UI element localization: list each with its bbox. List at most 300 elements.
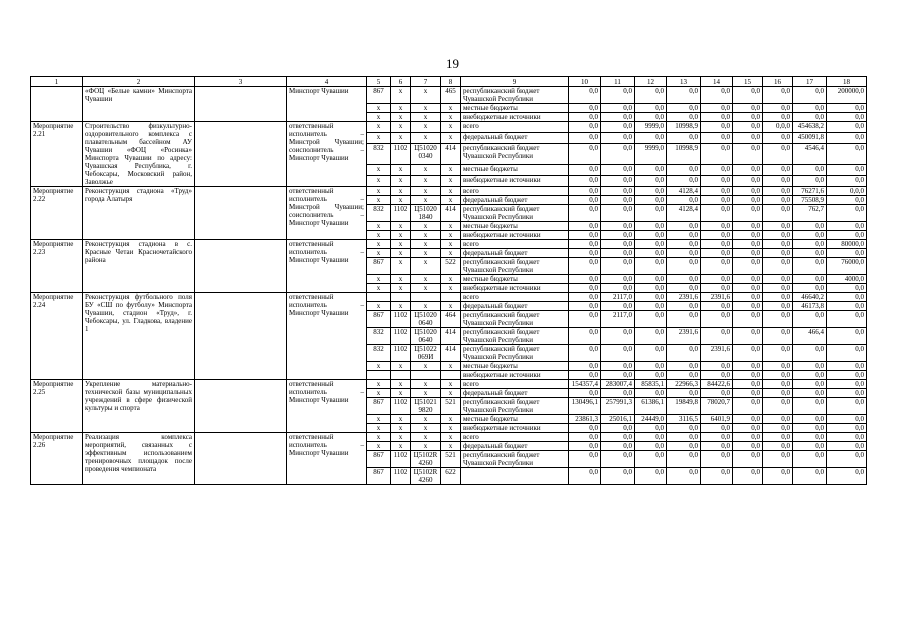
code-cell: x <box>367 133 391 144</box>
amount-cell: 0,0 <box>793 451 827 468</box>
measure-title-cell: Укрепление материально-технической базы муниципальных учреждений в сфере физической культуры и спорта <box>83 380 195 433</box>
code-cell: Ц51020 0640 <box>411 328 441 345</box>
amount-cell: 0,0 <box>733 196 763 205</box>
code-cell: x <box>391 87 411 104</box>
code-cell <box>367 293 391 302</box>
amount-cell: 0,0 <box>733 398 763 415</box>
amount-cell: 0,0 <box>635 362 667 371</box>
code-cell: x <box>411 389 441 398</box>
amount-cell: 0,0 <box>763 164 793 175</box>
amount-cell: 0,0 <box>793 345 827 362</box>
amount-cell: 283007,4 <box>601 380 635 389</box>
amount-cell: 0,0 <box>569 442 601 451</box>
code-cell: 465 <box>441 87 461 104</box>
amount-cell: 0,0 <box>701 175 733 186</box>
amount-cell: 0,0 <box>569 311 601 328</box>
amount-cell: 0,0 <box>763 113 793 122</box>
amount-cell: 0,0 <box>733 164 763 175</box>
code-cell: x <box>411 87 441 104</box>
funding-source-cell: республиканский бюджет Чувашской Республики <box>461 205 569 222</box>
amount-cell: 0,0 <box>827 451 867 468</box>
amount-cell: 0,0 <box>667 175 701 186</box>
amount-cell: 0,0 <box>763 196 793 205</box>
amount-cell: 2391,6 <box>667 293 701 302</box>
amount-cell: 9999,0 <box>635 122 667 133</box>
code-cell: x <box>441 122 461 133</box>
code-cell: x <box>367 415 391 424</box>
amount-cell: 0,0 <box>601 196 635 205</box>
amount-cell: 0,0 <box>763 87 793 104</box>
amount-cell: 0,0 <box>701 231 733 240</box>
amount-cell: 0,0 <box>763 398 793 415</box>
amount-cell: 0,0 <box>793 311 827 328</box>
amount-cell: 0,0 <box>569 104 601 113</box>
amount-cell: 0,0 <box>701 362 733 371</box>
amount-cell: 0,0 <box>827 311 867 328</box>
amount-cell: 0,0 <box>763 328 793 345</box>
measure-title-cell: Реконструкция футбольного поля БУ «СШ по футболу» Минспорта Чувашии, стадион «Труд», г. Чебоксары, ул. Гладкова, владение 1 <box>83 293 195 380</box>
amount-cell: 0,0 <box>827 231 867 240</box>
code-cell: x <box>411 380 441 389</box>
funding-source-cell: всего <box>461 122 569 133</box>
code-cell: x <box>391 258 411 275</box>
amount-cell: 0,0 <box>827 122 867 133</box>
funding-source-cell: республиканский бюджет Чувашской Республики <box>461 328 569 345</box>
amount-cell: 0,0 <box>667 164 701 175</box>
amount-cell: 0,0 <box>733 451 763 468</box>
code-cell: 867 <box>367 398 391 415</box>
amount-cell: 0,0 <box>569 175 601 186</box>
funding-source-cell: федеральный бюджет <box>461 196 569 205</box>
amount-cell: 0,0 <box>667 311 701 328</box>
amount-cell: 0,0 <box>601 164 635 175</box>
amount-cell: 0,0 <box>601 133 635 144</box>
funding-source-cell: всего <box>461 187 569 196</box>
amount-cell: 0,0 <box>667 451 701 468</box>
amount-cell: 0,0 <box>635 275 667 284</box>
amount-cell: 0,0 <box>701 389 733 398</box>
amount-cell: 0,0 <box>733 328 763 345</box>
amount-cell: 0,0 <box>763 175 793 186</box>
amount-cell: 0,0 <box>667 389 701 398</box>
amount-cell: 0,0 <box>569 87 601 104</box>
code-cell: Ц51020 0640 <box>411 311 441 328</box>
code-cell: x <box>441 415 461 424</box>
amount-cell: 0,0 <box>601 302 635 311</box>
amount-cell: 0,0 <box>701 205 733 222</box>
amount-cell: 0,0 <box>827 424 867 433</box>
amount-cell: 0,0 <box>601 258 635 275</box>
amount-cell: 0,0 <box>701 196 733 205</box>
amount-cell: 0,0 <box>701 240 733 249</box>
code-cell: x <box>411 113 441 122</box>
code-cell: x <box>441 275 461 284</box>
amount-cell: 0,0 <box>701 284 733 293</box>
funding-source-cell: республиканский бюджет Чувашской Республики <box>461 258 569 275</box>
code-cell: x <box>367 122 391 133</box>
amount-cell: 0,0 <box>667 302 701 311</box>
amount-cell: 0,0 <box>763 433 793 442</box>
code-cell: 867 <box>367 468 391 485</box>
amount-cell: 0,0 <box>763 293 793 302</box>
amount-cell: 0,0 <box>793 380 827 389</box>
column-number: 4 <box>287 77 367 87</box>
code-cell: 1102 <box>391 328 411 345</box>
amount-cell: 9999,0 <box>635 144 667 165</box>
goal-cell <box>195 380 287 433</box>
code-cell: x <box>367 187 391 196</box>
amount-cell: 0,0 <box>569 433 601 442</box>
column-number: 6 <box>391 77 411 87</box>
amount-cell: 0,0 <box>763 284 793 293</box>
amount-cell: 0,0 <box>569 275 601 284</box>
column-number: 16 <box>763 77 793 87</box>
code-cell: x <box>411 249 441 258</box>
amount-cell: 22966,3 <box>667 380 701 389</box>
amount-cell: 0,0 <box>733 133 763 144</box>
amount-cell: 0,0 <box>601 240 635 249</box>
executor-cell: ответственный исполнитель – Минстрой Чувашии; соисполнитель – Минспорт Чувашии <box>287 187 367 240</box>
code-cell: x <box>441 175 461 186</box>
amount-cell: 0,0 <box>701 104 733 113</box>
amount-cell: 0,0 <box>667 362 701 371</box>
amount-cell: 75508,9 <box>793 196 827 205</box>
amount-cell: 0,0 <box>569 371 601 380</box>
amount-cell: 0,0 <box>601 205 635 222</box>
amount-cell: 0,0 <box>601 249 635 258</box>
code-cell <box>411 293 441 302</box>
amount-cell: 0,0 <box>601 284 635 293</box>
funding-source-cell: местные бюджеты <box>461 275 569 284</box>
code-cell: x <box>441 302 461 311</box>
amount-cell: 0,0 <box>793 442 827 451</box>
code-cell <box>391 293 411 302</box>
amount-cell: 76271,6 <box>793 187 827 196</box>
amount-cell: 0,0 <box>601 345 635 362</box>
code-cell: x <box>391 424 411 433</box>
amount-cell: 0,0 <box>701 164 733 175</box>
code-cell: x <box>411 104 441 113</box>
amount-cell: 0,0 <box>635 311 667 328</box>
amount-cell: 0,0 <box>827 371 867 380</box>
code-cell: 867 <box>367 258 391 275</box>
amount-cell: 0,0 <box>763 451 793 468</box>
amount-cell: 0,0 <box>827 415 867 424</box>
code-cell: x <box>441 113 461 122</box>
amount-cell: 0,0 <box>701 371 733 380</box>
amount-cell: 0,0 <box>569 424 601 433</box>
amount-cell: 0,0 <box>667 468 701 485</box>
amount-cell: 0,0 <box>635 113 667 122</box>
amount-cell: 0,0 <box>569 293 601 302</box>
amount-cell: 0,0 <box>701 442 733 451</box>
amount-cell: 0,0 <box>601 222 635 231</box>
amount-cell: 0,0 <box>733 187 763 196</box>
measure-code-cell: Мероприятие 2.22 <box>31 187 83 240</box>
code-cell: x <box>367 175 391 186</box>
code-cell: x <box>391 187 411 196</box>
code-cell: x <box>367 196 391 205</box>
amount-cell: 0,0 <box>569 187 601 196</box>
amount-cell: 0,0 <box>827 293 867 302</box>
funding-source-cell: местные бюджеты <box>461 222 569 231</box>
code-cell: x <box>411 442 441 451</box>
funding-source-cell <box>461 468 569 485</box>
amount-cell: 0,0 <box>733 293 763 302</box>
amount-cell: 84422,6 <box>701 380 733 389</box>
amount-cell: 0,0 <box>635 258 667 275</box>
amount-cell: 0,0 <box>763 415 793 424</box>
code-cell: x <box>391 380 411 389</box>
amount-cell: 0,0 <box>635 222 667 231</box>
code-cell: x <box>411 133 441 144</box>
amount-cell: 0,0 <box>601 389 635 398</box>
code-cell: x <box>367 113 391 122</box>
executor-cell: ответственный исполнитель – Минспорт Чувашии <box>287 433 367 485</box>
amount-cell: 0,0 <box>667 231 701 240</box>
code-cell: x <box>391 433 411 442</box>
amount-cell: 0,0 <box>601 275 635 284</box>
amount-cell: 0,0 <box>569 113 601 122</box>
amount-cell: 0,0 <box>569 389 601 398</box>
column-number: 10 <box>569 77 601 87</box>
amount-cell: 0,0 <box>635 205 667 222</box>
amount-cell: 0,0 <box>827 113 867 122</box>
amount-cell: 0,0 <box>733 175 763 186</box>
code-cell: x <box>441 196 461 205</box>
code-cell: 832 <box>367 345 391 362</box>
code-cell: x <box>411 240 441 249</box>
amount-cell: 154357,4 <box>569 380 601 389</box>
code-cell: x <box>391 231 411 240</box>
amount-cell: 46173,8 <box>793 302 827 311</box>
code-cell <box>367 371 391 380</box>
code-cell: 1102 <box>391 398 411 415</box>
code-cell <box>441 293 461 302</box>
code-cell: x <box>411 284 441 293</box>
amount-cell: 0,0 <box>601 113 635 122</box>
amount-cell: 0,0 <box>701 122 733 133</box>
amount-cell: 2117,0 <box>601 311 635 328</box>
amount-cell: 2391,6 <box>667 328 701 345</box>
amount-cell: 0,0 <box>793 87 827 104</box>
code-cell: 867 <box>367 87 391 104</box>
code-cell: x <box>391 122 411 133</box>
amount-cell: 0,0 <box>733 389 763 398</box>
executor-cell: ответственный исполнитель – Минспорт Чувашии <box>287 240 367 293</box>
code-cell <box>441 371 461 380</box>
amount-cell: 0,0 <box>667 258 701 275</box>
code-cell: x <box>441 231 461 240</box>
amount-cell: 0,0 <box>635 451 667 468</box>
code-cell: Ц51022 069И <box>411 345 441 362</box>
amount-cell: 0,0 <box>763 442 793 451</box>
code-cell: x <box>441 133 461 144</box>
code-cell: 414 <box>441 328 461 345</box>
amount-cell: 0,0 <box>569 133 601 144</box>
amount-cell: 0,0 <box>763 311 793 328</box>
measure-code-cell: Мероприятие 2.25 <box>31 380 83 433</box>
code-cell: Ц5102R 4260 <box>411 468 441 485</box>
amount-cell: 0,0 <box>635 389 667 398</box>
funding-source-cell: республиканский бюджет Чувашской Республики <box>461 144 569 165</box>
amount-cell: 6401,9 <box>701 415 733 424</box>
page-number: 19 <box>446 56 459 71</box>
amount-cell: 0,0 <box>827 468 867 485</box>
amount-cell: 0,0 <box>601 433 635 442</box>
amount-cell: 0,0 <box>793 113 827 122</box>
code-cell <box>411 371 441 380</box>
amount-cell: 466,4 <box>793 328 827 345</box>
amount-cell: 0,0 <box>763 389 793 398</box>
code-cell: 1102 <box>391 144 411 165</box>
amount-cell: 0,0 <box>635 284 667 293</box>
amount-cell: 85835,1 <box>635 380 667 389</box>
amount-cell: 25016,1 <box>601 415 635 424</box>
amount-cell: 0,0 <box>635 196 667 205</box>
amount-cell: 0,0 <box>701 302 733 311</box>
amount-cell: 0,0 <box>601 87 635 104</box>
amount-cell: 0,0 <box>569 144 601 165</box>
amount-cell: 0,0 <box>601 371 635 380</box>
amount-cell: 257991,3 <box>601 398 635 415</box>
code-cell: x <box>411 424 441 433</box>
amount-cell: 0,0 <box>569 222 601 231</box>
code-cell: x <box>441 284 461 293</box>
code-cell: x <box>441 222 461 231</box>
amount-cell: 0,0 <box>569 328 601 345</box>
amount-cell: 0,0 <box>701 113 733 122</box>
funding-source-cell: республиканский бюджет Чувашской Республики <box>461 87 569 104</box>
code-cell: x <box>367 433 391 442</box>
amount-cell: 0,0 <box>733 122 763 133</box>
amount-cell: 0,0 <box>569 240 601 249</box>
amount-cell: 0,0 <box>793 240 827 249</box>
code-cell: Ц5102R 4260 <box>411 451 441 468</box>
code-cell: x <box>367 240 391 249</box>
amount-cell: 0,0 <box>793 104 827 113</box>
amount-cell: 0,0 <box>793 389 827 398</box>
code-cell: x <box>441 164 461 175</box>
amount-cell: 0,0 <box>701 451 733 468</box>
measure-code-cell: Мероприятие 2.26 <box>31 433 83 485</box>
amount-cell: 0,0 <box>635 302 667 311</box>
amount-cell: 0,0 <box>667 87 701 104</box>
amount-cell: 0,0 <box>793 433 827 442</box>
amount-cell: 0,0 <box>701 275 733 284</box>
amount-cell: 0,0 <box>635 371 667 380</box>
code-cell: x <box>411 415 441 424</box>
amount-cell: 0,0 <box>733 311 763 328</box>
amount-cell: 0,0 <box>763 275 793 284</box>
code-cell: x <box>391 240 411 249</box>
code-cell: x <box>411 231 441 240</box>
executor-cell: ответственный исполнитель – Минспорт Чувашии <box>287 293 367 380</box>
amount-cell: 2391,6 <box>701 345 733 362</box>
amount-cell: 0,0 <box>733 222 763 231</box>
goal-cell <box>195 87 287 122</box>
code-cell: 414 <box>441 205 461 222</box>
funding-source-cell: федеральный бюджет <box>461 133 569 144</box>
amount-cell: 0,0 <box>733 284 763 293</box>
amount-cell: 0,0 <box>601 175 635 186</box>
column-number: 17 <box>793 77 827 87</box>
amount-cell: 0,0 <box>827 144 867 165</box>
table-row <box>31 433 867 442</box>
amount-cell: 0,0 <box>569 302 601 311</box>
amount-cell: 0,0 <box>635 164 667 175</box>
amount-cell: 0,0 <box>763 380 793 389</box>
funding-source-cell: всего <box>461 293 569 302</box>
measure-title-cell: Реконструкция стадиона «Труд» города Алатыря <box>83 187 195 240</box>
amount-cell: 0,0 <box>827 222 867 231</box>
amount-cell: 0,0 <box>733 205 763 222</box>
amount-cell: 0,0 <box>733 104 763 113</box>
amount-cell: 0,0 <box>635 133 667 144</box>
amount-cell: 4000,0 <box>827 275 867 284</box>
amount-cell: 0,0 <box>601 104 635 113</box>
code-cell: x <box>391 164 411 175</box>
amount-cell: 0,0 <box>701 468 733 485</box>
amount-cell: 0,0 <box>601 328 635 345</box>
code-cell: x <box>441 362 461 371</box>
amount-cell: 0,0 <box>793 398 827 415</box>
code-cell: x <box>411 187 441 196</box>
amount-cell: 0,0 <box>667 240 701 249</box>
column-number: 3 <box>195 77 287 87</box>
amount-cell: 0,0 <box>793 258 827 275</box>
amount-cell: 0,0 <box>733 240 763 249</box>
amount-cell: 0,0 <box>763 258 793 275</box>
code-cell: x <box>441 249 461 258</box>
amount-cell: 0,0 <box>701 328 733 345</box>
code-cell: x <box>367 380 391 389</box>
code-cell: x <box>367 164 391 175</box>
funding-source-cell: республиканский бюджет Чувашской Республики <box>461 398 569 415</box>
table-row <box>31 240 867 249</box>
amount-cell: 0,0 <box>763 345 793 362</box>
amount-cell: 0,0 <box>635 442 667 451</box>
amount-cell: 76000,0 <box>827 258 867 275</box>
amount-cell: 0,0 <box>827 249 867 258</box>
funding-source-cell: республиканский бюджет Чувашской Республики <box>461 451 569 468</box>
code-cell: 521 <box>441 398 461 415</box>
amount-cell: 200000,0 <box>827 87 867 104</box>
amount-cell: 0,0 <box>733 371 763 380</box>
code-cell: x <box>367 222 391 231</box>
amount-cell: 0,0,0 <box>827 187 867 196</box>
goal-cell <box>195 187 287 240</box>
amount-cell: 130496,1 <box>569 398 601 415</box>
amount-cell: 0,0 <box>635 424 667 433</box>
measure-title-cell: «ФОЦ «Белые камни» Минспорта Чувашии <box>83 87 195 122</box>
amount-cell: 0,0 <box>827 389 867 398</box>
amount-cell: 0,0 <box>827 164 867 175</box>
amount-cell: 0,0 <box>569 451 601 468</box>
amount-cell: 0,0 <box>733 468 763 485</box>
code-cell: 867 <box>367 451 391 468</box>
amount-cell: 0,0,0 <box>763 122 793 133</box>
amount-cell: 0,0 <box>733 275 763 284</box>
amount-cell: 0,0 <box>733 302 763 311</box>
code-cell: x <box>391 175 411 186</box>
amount-cell: 0,0 <box>635 249 667 258</box>
amount-cell: 0,0 <box>827 284 867 293</box>
funding-source-cell: внебюджетные источники <box>461 284 569 293</box>
amount-cell: 0,0 <box>601 451 635 468</box>
measure-code-cell: Мероприятие 2.23 <box>31 240 83 293</box>
amount-cell: 0,0 <box>569 284 601 293</box>
